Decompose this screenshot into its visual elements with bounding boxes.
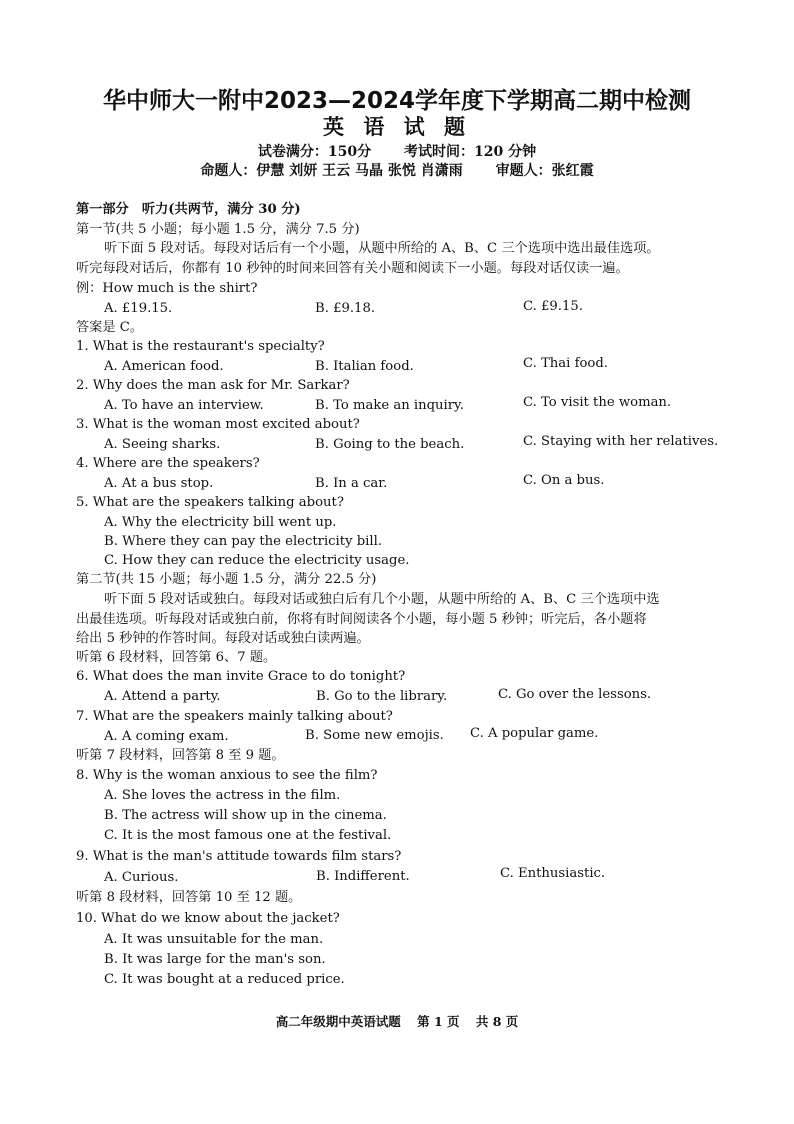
section1-instructions-line2: 听完每段对话后，你都有 10 秒钟的时间来回答有关小题和阅读下一小题。每段对话仅读一遍。 bbox=[76, 261, 629, 276]
q9-option-c: C. Enthusiastic. bbox=[500, 866, 606, 881]
footer-page-total: 共 8 页 bbox=[475, 1014, 519, 1029]
q8-option-a: A. She loves the actress in the film. bbox=[104, 788, 341, 803]
q2-option-a: A. To have an interview. bbox=[104, 398, 264, 413]
q4-option-c: C. On a bus. bbox=[523, 473, 605, 488]
section1-instructions-line1: 听下面 5 段对话。每段对话后有一个小题，从题中所给的 A、B、C 三个选项中选出最佳选项。 bbox=[104, 241, 660, 256]
q4-option-b: B. In a car. bbox=[315, 476, 388, 491]
q10-option-b: B. It was large for the man's son. bbox=[104, 952, 326, 967]
page-footer bbox=[0, 1012, 794, 1030]
q6-stem: 6. What does the man invite Grace to do tonight? bbox=[76, 669, 406, 684]
section1-heading: 第一节(共 5 小题；每小题 1.5 分，满分 7.5 分) bbox=[76, 222, 360, 237]
q1-stem: 1. What is the restaurant's specialty? bbox=[76, 339, 325, 354]
q7-option-b: B. Some new emojis. bbox=[305, 728, 444, 743]
q1-option-a: A. American food. bbox=[104, 359, 224, 374]
q7-option-a: A. A coming exam. bbox=[104, 729, 229, 744]
q5-option-c: C. How they can reduce the electricity usage. bbox=[104, 553, 410, 568]
example-option-c: C. £9.15. bbox=[523, 299, 583, 314]
q9-stem: 9. What is the man's attitude towards film stars? bbox=[76, 849, 402, 864]
q8-stem: 8. Why is the woman anxious to see the film? bbox=[76, 768, 378, 783]
q3-option-a: A. Seeing sharks. bbox=[104, 437, 221, 452]
q3-stem: 3. What is the woman most excited about? bbox=[76, 417, 360, 432]
q8-option-c: C. It is the most famous one at the festival. bbox=[104, 828, 392, 843]
example-answer: 答案是 C。 bbox=[76, 320, 144, 335]
listen-material-8: 听第 8 段材料，回答第 10 至 12 题。 bbox=[76, 890, 302, 905]
full-score: 试卷满分：150分 bbox=[257, 144, 372, 160]
q10-option-c: C. It was bought at a reduced price. bbox=[104, 972, 345, 987]
q4-stem: 4. Where are the speakers? bbox=[76, 456, 260, 471]
example-option-b: B. £9.18. bbox=[315, 301, 376, 316]
question-reviewer: 审题人：张红霞 bbox=[495, 163, 594, 179]
q8-option-b: B. The actress will show up in the cinema. bbox=[104, 808, 387, 823]
q1-option-b: B. Italian food. bbox=[315, 359, 414, 374]
q6-option-a: A. Attend a party. bbox=[104, 689, 221, 704]
q7-stem: 7. What are the speakers mainly talking about? bbox=[76, 709, 393, 724]
q10-option-a: A. It was unsuitable for the man. bbox=[104, 932, 324, 947]
q2-stem: 2. Why does the man ask for Mr. Sarkar? bbox=[76, 378, 350, 393]
section2-heading: 第二节(共 15 小题；每小题 1.5 分，满分 22.5 分) bbox=[76, 572, 377, 587]
q2-option-c: C. To visit the woman. bbox=[523, 395, 672, 410]
q5-option-a: A. Why the electricity bill went up. bbox=[104, 515, 337, 530]
q3-option-b: B. Going to the beach. bbox=[315, 437, 465, 452]
footer-course: 高二年级期中英语试题 bbox=[275, 1014, 401, 1029]
section2-instructions-line1: 听下面 5 段对话或独白。每段对话或独白后有几个小题，从题中所给的 A、B、C 三个选项中选 bbox=[104, 592, 660, 607]
q2-option-b: B. To make an inquiry. bbox=[315, 398, 464, 413]
q4-option-a: A. At a bus stop. bbox=[104, 476, 214, 491]
footer-page-number: 第 1 页 bbox=[417, 1014, 460, 1029]
listen-material-7: 听第 7 段材料，回答第 8 至 9 题。 bbox=[76, 748, 285, 763]
exam-title: 华中师大一附中2023—2024学年度下学期高二期中检测 bbox=[102, 88, 692, 114]
q7-option-c: C. A popular game. bbox=[470, 726, 599, 741]
q6-option-c: C. Go over the lessons. bbox=[498, 687, 652, 702]
exam-subtitle: 英 语 试 题 bbox=[323, 115, 471, 139]
exam-time: 考试时间：120 分钟 bbox=[404, 144, 537, 160]
q6-option-b: B. Go to the library. bbox=[316, 689, 448, 704]
part1-heading: 第一部分 听力(共两节，满分 30 分) bbox=[76, 202, 301, 217]
exam-meta-score-time bbox=[0, 141, 794, 161]
q9-option-a: A. Curious. bbox=[104, 870, 179, 885]
listen-material-6: 听第 6 段材料，回答第 6、7 题。 bbox=[76, 650, 277, 665]
q5-stem: 5. What are the speakers talking about? bbox=[76, 495, 344, 510]
example-option-a: A. £19.15. bbox=[104, 301, 173, 316]
exam-meta-authors bbox=[0, 160, 794, 180]
q10-stem: 10. What do we know about the jacket? bbox=[76, 911, 340, 926]
section2-instructions-line2: 出最佳选项。听每段对话或独白前，你将有时间阅读各个小题，每小题 5 秒钟；听完后，各小题将 bbox=[76, 612, 647, 627]
section2-instructions-line3: 给出 5 秒钟的作答时间。每段对话或独白读两遍。 bbox=[76, 631, 370, 646]
q5-option-b: B. Where they can pay the electricity bill. bbox=[104, 534, 382, 549]
q3-option-c: C. Staying with her relatives. bbox=[523, 434, 719, 449]
question-setters: 命题人：伊慧 刘妍 王云 马晶 张悦 肖潇雨 bbox=[200, 163, 463, 179]
example-stem: 例：How much is the shirt? bbox=[76, 281, 258, 296]
q1-option-c: C. Thai food. bbox=[523, 356, 608, 371]
q9-option-b: B. Indifferent. bbox=[316, 869, 410, 884]
